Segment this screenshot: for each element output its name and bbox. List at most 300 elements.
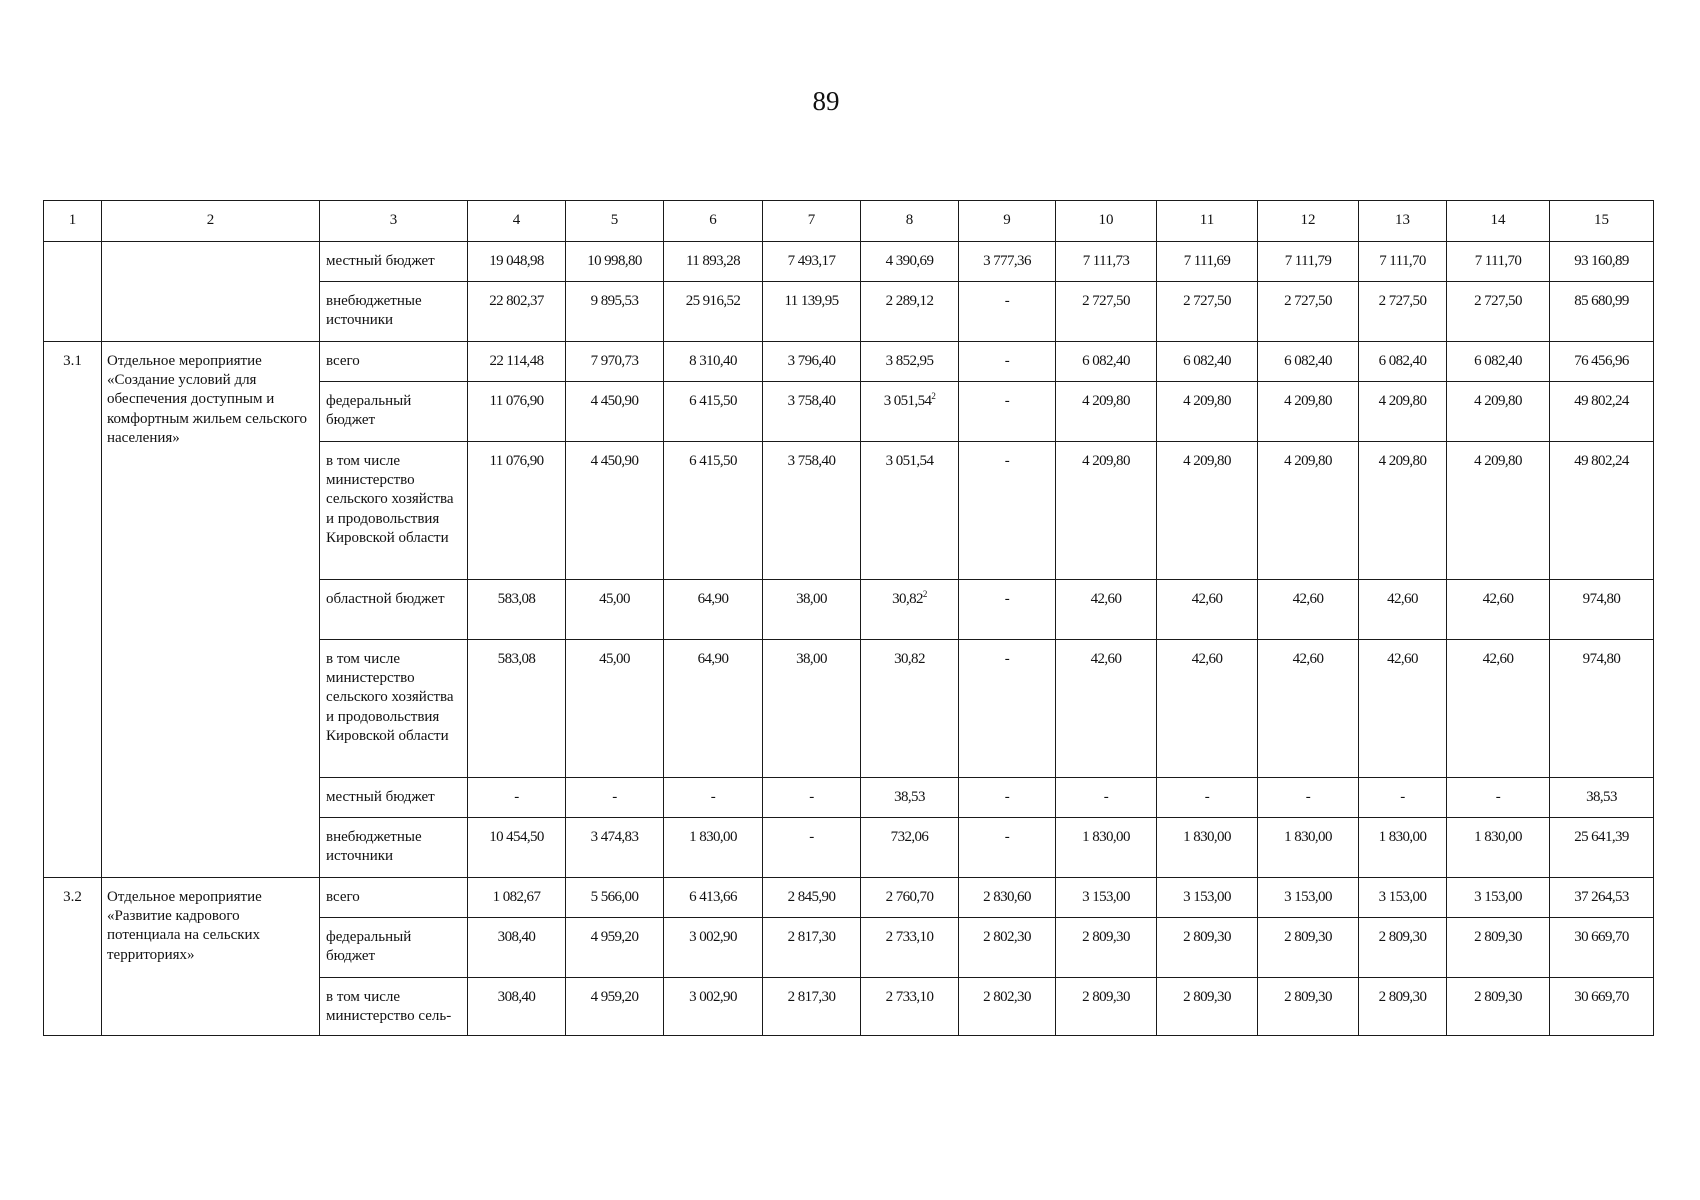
value-text: 49 802,24 — [1574, 393, 1629, 409]
value-text: - — [1495, 789, 1501, 805]
value-cell — [1447, 918, 1550, 978]
value-cell — [861, 382, 959, 442]
value-cell — [763, 918, 861, 978]
value-cell — [861, 978, 959, 1036]
value-text: 11 076,90 — [489, 393, 544, 409]
value-text: 7 111,70 — [1379, 253, 1426, 269]
value-cell — [664, 640, 763, 778]
value-text: 4 209,80 — [1378, 393, 1427, 409]
value-cell — [1550, 918, 1654, 978]
value-cell — [1258, 778, 1359, 818]
value-text: 2 809,30 — [1378, 989, 1427, 1005]
value-cell — [763, 778, 861, 818]
value-text: 4 959,20 — [590, 989, 639, 1005]
value-text: 2 289,12 — [885, 293, 934, 309]
value-text: 3 474,83 — [590, 829, 639, 845]
value-text: 974,80 — [1582, 591, 1621, 607]
column-header-1: 1 — [44, 201, 102, 242]
funding-source: областной бюджет — [320, 580, 468, 640]
value-text: 42,60 — [1387, 651, 1418, 667]
empty-cell — [44, 242, 102, 342]
value-cell — [959, 818, 1056, 878]
value-cell — [664, 918, 763, 978]
value-text: 2 809,30 — [1183, 929, 1231, 945]
value-text: 42,60 — [1292, 651, 1324, 667]
value-text: 3 852,95 — [885, 353, 934, 369]
value-text: 7 970,73 — [590, 353, 639, 369]
value-text: 6 082,40 — [1284, 353, 1332, 369]
value-cell — [566, 242, 664, 282]
funding-source: в том числе министерство сельского хозяйства и продовольствия Кировской области — [320, 442, 468, 580]
value-cell — [1056, 242, 1157, 282]
value-text: - — [1004, 789, 1010, 805]
column-header-15: 15 — [1550, 201, 1654, 242]
value-text: - — [1004, 453, 1010, 469]
funding-source: всего — [320, 342, 468, 382]
column-header-11: 11 — [1157, 201, 1258, 242]
value-text: 42,60 — [1191, 651, 1223, 667]
value-text: 974,80 — [1582, 651, 1621, 667]
value-cell — [1359, 778, 1447, 818]
value-cell — [1447, 778, 1550, 818]
value-cell — [959, 918, 1056, 978]
value-cell — [763, 282, 861, 342]
value-cell — [1359, 382, 1447, 442]
value-text: 2 809,30 — [1183, 989, 1231, 1005]
value-cell — [1056, 580, 1157, 640]
value-text: 2 809,30 — [1474, 989, 1522, 1005]
value-cell — [1258, 580, 1359, 640]
value-text: 2 809,30 — [1082, 989, 1130, 1005]
value-cell — [763, 878, 861, 918]
value-cell — [566, 878, 664, 918]
value-text: 3 777,36 — [983, 253, 1031, 269]
value-cell — [959, 640, 1056, 778]
value-cell — [1157, 580, 1258, 640]
value-cell — [1157, 282, 1258, 342]
value-cell — [861, 918, 959, 978]
value-text: 2 727,50 — [1474, 293, 1522, 309]
value-text: 19 048,98 — [489, 253, 544, 269]
value-cell — [1447, 342, 1550, 382]
column-header-7: 7 — [763, 201, 861, 242]
value-cell — [763, 442, 861, 580]
value-cell — [1359, 442, 1447, 580]
value-text: 6 082,40 — [1474, 353, 1522, 369]
column-header-8: 8 — [861, 201, 959, 242]
value-text: - — [1004, 293, 1010, 309]
value-cell — [1447, 878, 1550, 918]
value-text: 42,60 — [1090, 591, 1122, 607]
value-cell — [1359, 282, 1447, 342]
value-text: 4 209,80 — [1378, 453, 1427, 469]
value-text: 732,06 — [890, 829, 929, 845]
value-text: 2 809,30 — [1284, 929, 1332, 945]
value-text: 30,82 — [892, 591, 923, 607]
value-text: - — [710, 789, 716, 805]
value-cell — [468, 918, 566, 978]
value-cell — [1447, 242, 1550, 282]
value-cell — [1447, 382, 1550, 442]
value-cell — [1258, 818, 1359, 878]
value-text: 3 002,90 — [689, 989, 737, 1005]
column-header-4: 4 — [468, 201, 566, 242]
value-cell — [1359, 978, 1447, 1036]
value-cell — [468, 382, 566, 442]
value-text: - — [1204, 789, 1210, 805]
column-header-12: 12 — [1258, 201, 1359, 242]
value-text: 2 760,70 — [885, 889, 934, 905]
value-cell — [1157, 640, 1258, 778]
value-cell — [861, 242, 959, 282]
column-header-2: 2 — [102, 201, 320, 242]
value-text: 4 209,80 — [1082, 393, 1130, 409]
value-cell — [566, 442, 664, 580]
table-row — [44, 242, 1654, 282]
value-text: 42,60 — [1191, 591, 1223, 607]
value-text: 2 802,30 — [983, 989, 1031, 1005]
value-text: 4 390,69 — [885, 253, 934, 269]
value-cell — [1258, 342, 1359, 382]
value-cell — [1550, 342, 1654, 382]
value-cell — [1056, 640, 1157, 778]
value-cell — [763, 342, 861, 382]
value-text: 5 566,00 — [590, 889, 639, 905]
value-text: - — [514, 789, 519, 805]
value-text: 2 727,50 — [1183, 293, 1231, 309]
funding-source: федеральный бюджет — [320, 382, 468, 442]
value-cell — [1056, 818, 1157, 878]
value-text: - — [809, 829, 814, 845]
value-text: 3 153,00 — [1183, 889, 1231, 905]
value-cell — [1447, 442, 1550, 580]
value-text: 38,53 — [1586, 789, 1617, 805]
value-cell — [1258, 442, 1359, 580]
value-cell — [566, 918, 664, 978]
value-cell — [664, 878, 763, 918]
value-text: 2 809,30 — [1082, 929, 1130, 945]
value-cell — [1550, 878, 1654, 918]
value-text: 9 895,53 — [590, 293, 639, 309]
value-text: 4 209,80 — [1474, 453, 1522, 469]
value-cell — [468, 342, 566, 382]
value-cell — [1447, 282, 1550, 342]
value-cell — [566, 640, 664, 778]
value-cell — [959, 878, 1056, 918]
value-cell — [959, 442, 1056, 580]
value-cell — [1550, 818, 1654, 878]
value-cell — [1359, 878, 1447, 918]
value-cell — [959, 242, 1056, 282]
value-text: 2 830,60 — [983, 889, 1031, 905]
value-cell — [1157, 442, 1258, 580]
value-text: - — [1103, 789, 1109, 805]
value-text: 4 959,20 — [590, 929, 639, 945]
value-cell — [468, 818, 566, 878]
value-cell — [763, 818, 861, 878]
value-text: 3 153,00 — [1284, 889, 1332, 905]
value-cell — [1359, 342, 1447, 382]
value-text: 22 114,48 — [489, 353, 544, 369]
value-text: 3 796,40 — [787, 353, 836, 369]
value-text: 11 076,90 — [489, 453, 544, 469]
value-cell — [1157, 242, 1258, 282]
value-text: 4 209,80 — [1183, 453, 1231, 469]
value-text: 30 669,70 — [1574, 929, 1629, 945]
value-text: 2 809,30 — [1474, 929, 1522, 945]
funding-source: местный бюджет — [320, 242, 468, 282]
value-text: 42,60 — [1292, 591, 1324, 607]
value-cell — [1550, 640, 1654, 778]
value-cell — [566, 978, 664, 1036]
value-cell — [1258, 282, 1359, 342]
value-cell — [1550, 978, 1654, 1036]
value-text: 11 139,95 — [784, 293, 839, 309]
value-cell — [763, 242, 861, 282]
value-cell — [664, 242, 763, 282]
value-cell — [664, 580, 763, 640]
value-cell — [1157, 978, 1258, 1036]
value-text: 2 733,10 — [885, 929, 934, 945]
value-cell — [1447, 580, 1550, 640]
value-text: 38,00 — [796, 651, 827, 667]
value-text: 1 830,00 — [1183, 829, 1231, 845]
value-text: 4 450,90 — [590, 393, 639, 409]
value-cell — [1056, 878, 1157, 918]
value-cell — [1056, 282, 1157, 342]
value-text: 7 111,70 — [1474, 253, 1522, 269]
value-cell — [566, 282, 664, 342]
value-text: 76 456,96 — [1574, 353, 1629, 369]
value-cell — [1550, 382, 1654, 442]
value-cell — [1056, 918, 1157, 978]
value-text: 25 641,39 — [1574, 829, 1629, 845]
value-cell — [959, 282, 1056, 342]
value-text: 2 733,10 — [885, 989, 934, 1005]
value-cell — [763, 580, 861, 640]
value-text: 25 916,52 — [685, 293, 741, 309]
value-text: 3 153,00 — [1082, 889, 1130, 905]
value-text: 6 415,50 — [689, 393, 737, 409]
value-cell — [664, 978, 763, 1036]
value-text: 22 802,37 — [489, 293, 544, 309]
value-text: 4 209,80 — [1082, 453, 1130, 469]
value-text: 38,00 — [796, 591, 827, 607]
value-text: 1 830,00 — [1082, 829, 1130, 845]
value-cell — [861, 580, 959, 640]
column-header-5: 5 — [566, 201, 664, 242]
page-number: 89 — [812, 86, 840, 116]
value-cell — [1157, 778, 1258, 818]
value-cell — [1157, 342, 1258, 382]
value-text: 6 082,40 — [1378, 353, 1427, 369]
value-text: - — [1305, 789, 1311, 805]
value-cell — [468, 778, 566, 818]
value-cell — [861, 342, 959, 382]
value-cell — [959, 778, 1056, 818]
value-text: 2 727,50 — [1082, 293, 1130, 309]
value-cell — [1447, 640, 1550, 778]
value-text: 11 893,28 — [685, 253, 741, 269]
value-text: 6 415,50 — [689, 453, 737, 469]
value-text: 3 153,00 — [1474, 889, 1522, 905]
value-cell — [1359, 242, 1447, 282]
value-text: 10 998,80 — [587, 253, 642, 269]
funding-source: в том числе министерство сель- — [320, 978, 468, 1036]
value-cell — [566, 382, 664, 442]
value-text: 1 830,00 — [1284, 829, 1332, 845]
value-text: 64,90 — [697, 651, 729, 667]
value-cell — [959, 978, 1056, 1036]
value-cell — [861, 818, 959, 878]
measure-number: 3.2 — [44, 878, 102, 1036]
value-cell — [1550, 242, 1654, 282]
value-cell — [959, 382, 1056, 442]
measure-number: 3.1 — [44, 342, 102, 878]
value-text: 4 209,80 — [1284, 453, 1332, 469]
column-header-14: 14 — [1447, 201, 1550, 242]
value-text: 7 111,79 — [1284, 253, 1332, 269]
value-text: 1 830,00 — [1378, 829, 1427, 845]
value-cell — [959, 580, 1056, 640]
value-text: 1 830,00 — [1474, 829, 1522, 845]
value-text: 3 153,00 — [1378, 889, 1427, 905]
value-cell — [468, 580, 566, 640]
value-text: - — [809, 789, 814, 805]
value-text: 42,60 — [1387, 591, 1418, 607]
value-text: 1 082,67 — [492, 889, 541, 905]
value-text: 8 310,40 — [689, 353, 737, 369]
value-cell — [1447, 818, 1550, 878]
table-row — [44, 878, 1654, 918]
value-text: 3 002,90 — [689, 929, 737, 945]
value-text: 308,40 — [497, 929, 536, 945]
value-text: 2 809,30 — [1378, 929, 1427, 945]
value-cell — [1056, 442, 1157, 580]
value-text: 42,60 — [1482, 651, 1514, 667]
value-text: 45,00 — [599, 651, 630, 667]
value-text: 49 802,24 — [1574, 453, 1629, 469]
value-cell — [566, 778, 664, 818]
value-text: 3 051,54 — [885, 453, 934, 469]
value-cell — [1157, 382, 1258, 442]
value-cell — [1359, 640, 1447, 778]
value-cell — [1056, 382, 1157, 442]
value-text: - — [1400, 789, 1405, 805]
value-cell — [1157, 918, 1258, 978]
value-text: 6 082,40 — [1183, 353, 1231, 369]
value-cell — [1258, 382, 1359, 442]
value-cell — [664, 442, 763, 580]
value-cell — [1056, 778, 1157, 818]
value-text: 7 111,73 — [1082, 253, 1130, 269]
value-cell — [1359, 918, 1447, 978]
value-cell — [664, 342, 763, 382]
funding-source: внебюджетные источники — [320, 818, 468, 878]
value-text: 45,00 — [599, 591, 630, 607]
value-cell — [468, 282, 566, 342]
value-cell — [468, 878, 566, 918]
value-cell — [861, 282, 959, 342]
value-text: 42,60 — [1482, 591, 1514, 607]
footnote-marker: 2 — [922, 589, 927, 599]
value-text: 30,82 — [894, 651, 925, 667]
value-cell — [1550, 778, 1654, 818]
value-cell — [959, 342, 1056, 382]
value-cell — [861, 442, 959, 580]
value-text: 4 209,80 — [1284, 393, 1332, 409]
funding-source: внебюджетные источники — [320, 282, 468, 342]
value-text: 6 413,66 — [689, 889, 737, 905]
value-text: 2 802,30 — [983, 929, 1031, 945]
measure-name: Отдельное мероприятие «Развитие кадрового потенциала на сельских территориях» — [102, 878, 320, 1036]
value-text: 7 493,17 — [787, 253, 836, 269]
column-header-9: 9 — [959, 201, 1056, 242]
value-cell — [1359, 580, 1447, 640]
financing-table — [43, 200, 1654, 1036]
footnote-marker: 2 — [931, 391, 936, 401]
value-cell — [1447, 978, 1550, 1036]
value-text: 583,08 — [497, 651, 536, 667]
value-cell — [468, 640, 566, 778]
value-cell — [1550, 282, 1654, 342]
value-text: 4 450,90 — [590, 453, 639, 469]
value-cell — [1258, 918, 1359, 978]
value-text: 30 669,70 — [1574, 989, 1629, 1005]
funding-source: всего — [320, 878, 468, 918]
value-cell — [664, 282, 763, 342]
value-text: 4 209,80 — [1474, 393, 1522, 409]
value-cell — [1550, 580, 1654, 640]
value-text: 93 160,89 — [1574, 253, 1629, 269]
value-text: 2 817,30 — [787, 929, 836, 945]
empty-cell — [102, 242, 320, 342]
value-cell — [1359, 818, 1447, 878]
value-cell — [861, 640, 959, 778]
value-text: 42,60 — [1090, 651, 1122, 667]
value-text: 2 809,30 — [1284, 989, 1332, 1005]
value-text: - — [1004, 393, 1010, 409]
value-text: 6 082,40 — [1082, 353, 1130, 369]
column-header-3: 3 — [320, 201, 468, 242]
value-text: 2 845,90 — [787, 889, 836, 905]
value-text: - — [1004, 651, 1010, 667]
column-number-row — [44, 201, 1654, 242]
value-cell — [1550, 442, 1654, 580]
value-text: - — [1004, 829, 1010, 845]
value-cell — [468, 978, 566, 1036]
value-cell — [566, 342, 664, 382]
funding-source: местный бюджет — [320, 778, 468, 818]
value-text: 64,90 — [697, 591, 729, 607]
value-text: 2 727,50 — [1378, 293, 1427, 309]
value-text: 2 817,30 — [787, 989, 836, 1005]
value-cell — [1157, 818, 1258, 878]
value-cell — [566, 818, 664, 878]
value-text: 10 454,50 — [489, 829, 544, 845]
value-cell — [1157, 878, 1258, 918]
value-cell — [763, 640, 861, 778]
value-cell — [468, 442, 566, 580]
column-header-13: 13 — [1359, 201, 1447, 242]
value-text: - — [1004, 353, 1010, 369]
value-cell — [664, 778, 763, 818]
value-text: 4 209,80 — [1183, 393, 1231, 409]
value-text: 1 830,00 — [689, 829, 737, 845]
column-header-6: 6 — [664, 201, 763, 242]
value-text: 3 758,40 — [787, 393, 836, 409]
value-cell — [1258, 242, 1359, 282]
